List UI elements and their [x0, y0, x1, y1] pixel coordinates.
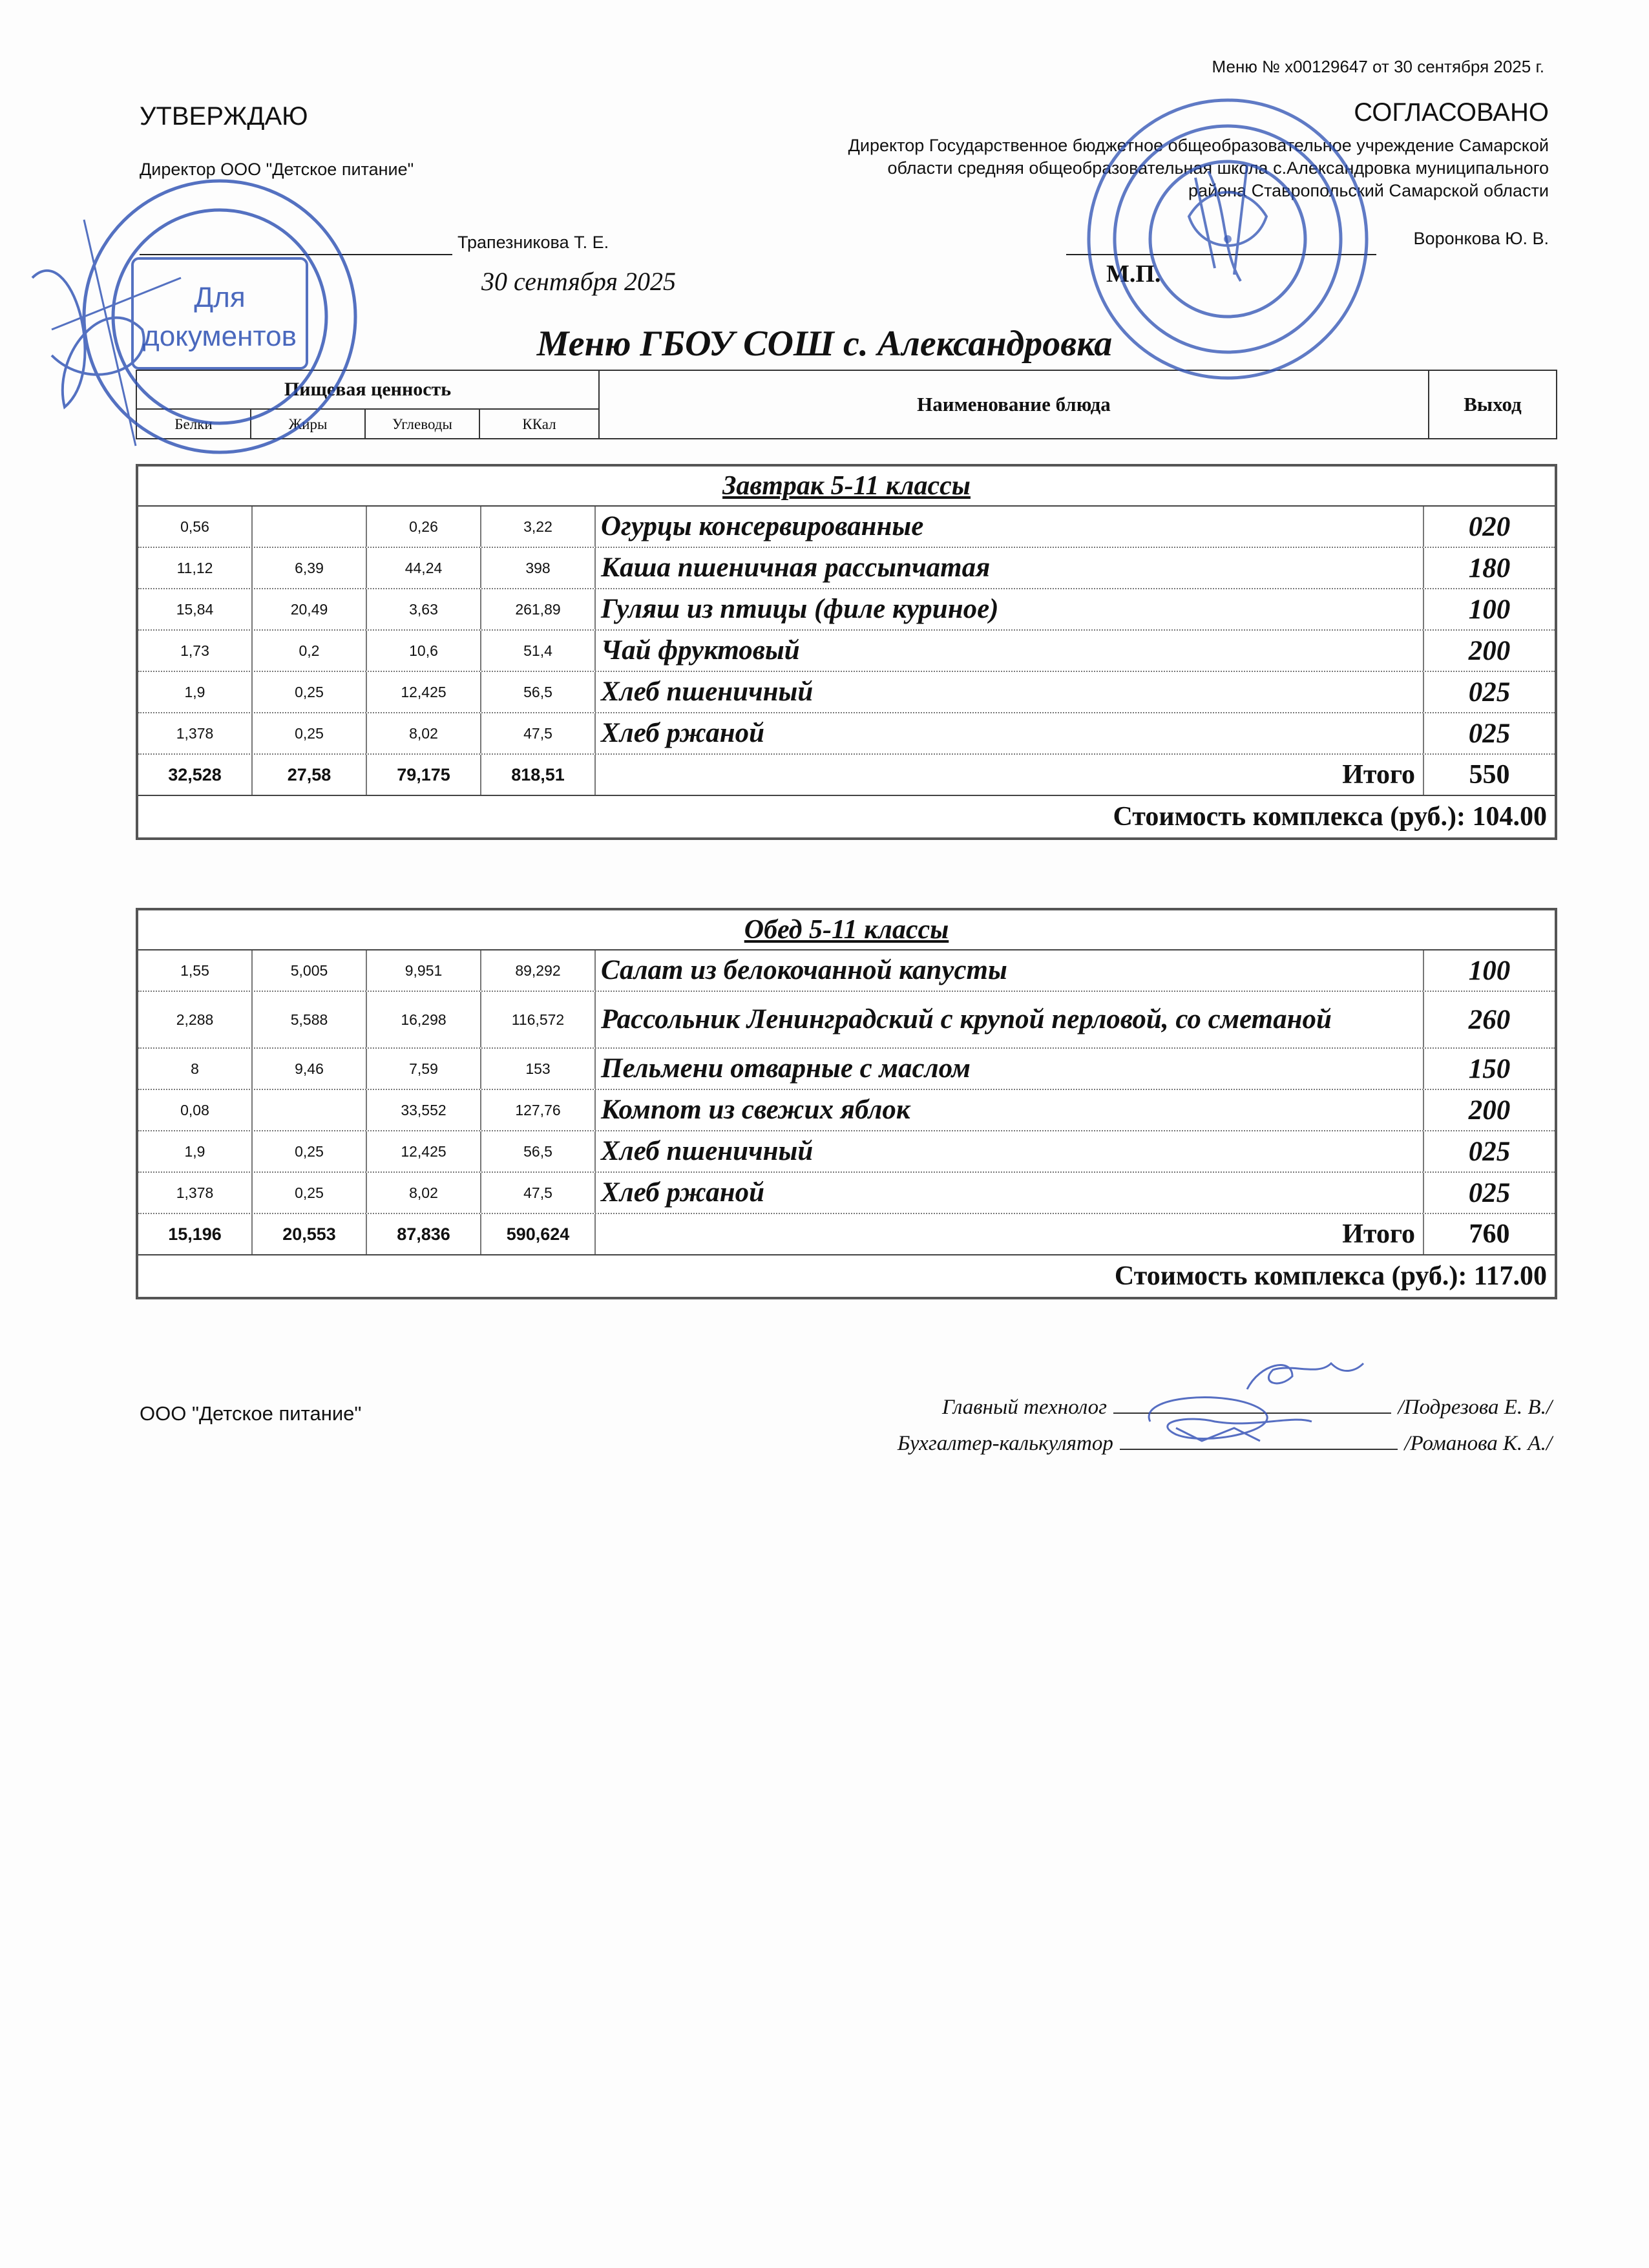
carbs-header: Углеводы	[366, 410, 480, 439]
cell-fat	[253, 1090, 367, 1130]
total-kcal: 818,51	[481, 755, 596, 795]
cell-output: 150	[1468, 1053, 1511, 1084]
cell-output: 100	[1468, 594, 1511, 625]
cell-output: 025	[1468, 718, 1511, 749]
menu-row	[138, 992, 1555, 1049]
cell-output: 025	[1468, 1136, 1511, 1167]
cell-dish: Каша пшеничная рассыпчатая	[596, 548, 1424, 588]
total-row	[138, 755, 1555, 796]
approve-title: УТВЕРЖДАЮ	[140, 102, 308, 131]
cell-dish: Пельмени отварные с маслом	[596, 1049, 1424, 1089]
menu-row	[138, 631, 1555, 672]
cell-carbs: 9,951	[367, 950, 481, 991]
cell-kcal: 3,22	[481, 507, 596, 547]
approve-position: Директор ООО "Детское питание"	[140, 160, 414, 179]
output-header: Выход	[1464, 393, 1522, 415]
cell-fat: 0,25	[253, 672, 367, 712]
menu-number: Меню № x00129647 от 30 сентября 2025 г.	[1212, 57, 1544, 76]
svg-text:документов: документов	[143, 320, 297, 352]
cell-dish: Гуляш из птицы (филе куриное)	[596, 589, 1424, 629]
fats-header: Жиры	[251, 410, 366, 439]
technologist-name: /Подрезова Е. В./	[1398, 1396, 1552, 1419]
total-fat: 27,58	[253, 755, 367, 795]
cell-output: 100	[1468, 955, 1511, 986]
cell-kcal: 51,4	[481, 631, 596, 671]
cell-carbs: 8,02	[367, 713, 481, 753]
cell-dish: Салат из белокочанной капусты	[596, 950, 1424, 991]
cell-dish: Хлеб пшеничный	[596, 1131, 1424, 1171]
total-output: 550	[1469, 760, 1510, 790]
cell-dish: Компот из свежих яблок	[596, 1090, 1424, 1130]
nutrition-header: Пищевая ценность	[137, 371, 600, 410]
cell-kcal: 56,5	[481, 1131, 596, 1171]
right-stamp	[1060, 87, 1396, 391]
dish-header: Наименование блюда	[600, 371, 1429, 438]
menu-section	[136, 908, 1557, 1299]
cell-kcal: 398	[481, 548, 596, 588]
cell-dish: Рассольник Ленинградский с крупой перловой, со сметаной	[596, 992, 1424, 1047]
menu-row	[138, 1131, 1555, 1173]
total-fat: 20,553	[253, 1214, 367, 1254]
cell-protein: 1,73	[138, 631, 253, 671]
total-carbs: 79,175	[367, 755, 481, 795]
cell-protein: 0,56	[138, 507, 253, 547]
accountant-name: /Романова К. А./	[1404, 1432, 1552, 1455]
cell-fat: 9,46	[253, 1049, 367, 1089]
cell-output: 025	[1468, 1177, 1511, 1208]
cell-output: 200	[1468, 635, 1511, 666]
cell-output: 180	[1468, 552, 1511, 583]
total-label: Итого	[596, 1214, 1424, 1254]
cell-dish: Хлеб ржаной	[596, 1173, 1424, 1213]
cell-output: 260	[1468, 1004, 1511, 1035]
agree-position-line: Директор Государственное бюджетное общеобразовательное учреждение Самарской	[848, 136, 1549, 155]
agree-name: Воронкова Ю. В.	[1413, 229, 1549, 248]
section-title: Завтрак 5-11 классы	[138, 467, 1555, 507]
document-title: Меню ГБОУ СОШ с. Александровка	[536, 324, 1113, 364]
cell-carbs: 16,298	[367, 992, 481, 1047]
cell-fat: 0,25	[253, 713, 367, 753]
cell-fat: 0,2	[253, 631, 367, 671]
cell-carbs: 3,63	[367, 589, 481, 629]
complex-cost: Стоимость комплекса (руб.): 104.00	[1113, 802, 1547, 832]
total-output: 760	[1469, 1219, 1510, 1249]
cell-kcal: 89,292	[481, 950, 596, 991]
technologist-label: Главный технолог	[941, 1396, 1107, 1419]
cell-kcal: 261,89	[481, 589, 596, 629]
menu-section	[136, 464, 1557, 840]
menu-row	[138, 548, 1555, 589]
total-row	[138, 1214, 1555, 1255]
cell-fat: 5,005	[253, 950, 367, 991]
cell-output: 020	[1468, 511, 1511, 542]
cell-protein: 0,08	[138, 1090, 253, 1130]
menu-row	[138, 713, 1555, 755]
cell-fat: 0,25	[253, 1131, 367, 1171]
cell-kcal: 47,5	[481, 1173, 596, 1213]
menu-row	[138, 507, 1555, 548]
cell-fat: 0,25	[253, 1173, 367, 1213]
svg-text:Для: Для	[194, 282, 246, 313]
cell-carbs: 33,552	[367, 1090, 481, 1130]
cell-protein: 2,288	[138, 992, 253, 1047]
cell-carbs: 0,26	[367, 507, 481, 547]
menu-row	[138, 1049, 1555, 1090]
kcal-header: ККал	[480, 410, 600, 439]
cell-output: 200	[1468, 1095, 1511, 1126]
menu-row	[138, 950, 1555, 992]
cell-carbs: 8,02	[367, 1173, 481, 1213]
cell-carbs: 10,6	[367, 631, 481, 671]
total-label: Итого	[596, 755, 1424, 795]
cell-output: 025	[1468, 677, 1511, 708]
organization-name: ООО "Детское питание"	[140, 1402, 362, 1425]
cell-protein: 1,378	[138, 713, 253, 753]
complex-cost: Стоимость комплекса (руб.): 117.00	[1114, 1261, 1547, 1291]
approve-name: Трапезникова Т. Е.	[457, 233, 609, 252]
cell-fat: 6,39	[253, 548, 367, 588]
cell-kcal: 153	[481, 1049, 596, 1089]
cell-protein: 1,9	[138, 672, 253, 712]
cell-protein: 1,378	[138, 1173, 253, 1213]
cell-kcal: 56,5	[481, 672, 596, 712]
cell-protein: 1,9	[138, 1131, 253, 1171]
cell-kcal: 127,76	[481, 1090, 596, 1130]
left-stamp	[13, 162, 375, 465]
cell-fat	[253, 507, 367, 547]
total-protein: 32,528	[138, 755, 253, 795]
approve-date: 30 сентября 2025	[481, 267, 676, 296]
menu-row	[138, 1173, 1555, 1214]
cell-kcal: 116,572	[481, 992, 596, 1047]
cell-kcal: 47,5	[481, 713, 596, 753]
cell-carbs: 12,425	[367, 1131, 481, 1171]
mp-label: М.П.	[1106, 260, 1161, 288]
total-protein: 15,196	[138, 1214, 253, 1254]
agree-position-line: района Ставропольский Самарской области	[1188, 181, 1549, 201]
agree-title: СОГЛАСОВАНО	[1354, 98, 1549, 127]
cell-fat: 20,49	[253, 589, 367, 629]
cell-dish: Огурцы консервированные	[596, 507, 1424, 547]
cell-dish: Чай фруктовый	[596, 631, 1424, 671]
menu-row	[138, 589, 1555, 631]
section-title: Обед 5-11 классы	[138, 910, 1555, 950]
agree-position-line: области средняя общеобразовательная школа с.Александровка муниципального	[887, 158, 1549, 178]
cell-carbs: 12,425	[367, 672, 481, 712]
cell-carbs: 7,59	[367, 1049, 481, 1089]
menu-row	[138, 1090, 1555, 1131]
cell-protein: 1,55	[138, 950, 253, 991]
total-kcal: 590,624	[481, 1214, 596, 1254]
cell-carbs: 44,24	[367, 548, 481, 588]
accountant-label: Бухгалтер-калькулятор	[897, 1432, 1113, 1455]
total-carbs: 87,836	[367, 1214, 481, 1254]
cell-protein: 15,84	[138, 589, 253, 629]
proteins-header: Белки	[137, 410, 251, 439]
technologist-signature-mark	[1098, 1350, 1396, 1467]
cell-dish: Хлеб ржаной	[596, 713, 1424, 753]
menu-row	[138, 672, 1555, 713]
cell-protein: 11,12	[138, 548, 253, 588]
cell-fat: 5,588	[253, 992, 367, 1047]
cell-protein: 8	[138, 1049, 253, 1089]
cell-dish: Хлеб пшеничный	[596, 672, 1424, 712]
